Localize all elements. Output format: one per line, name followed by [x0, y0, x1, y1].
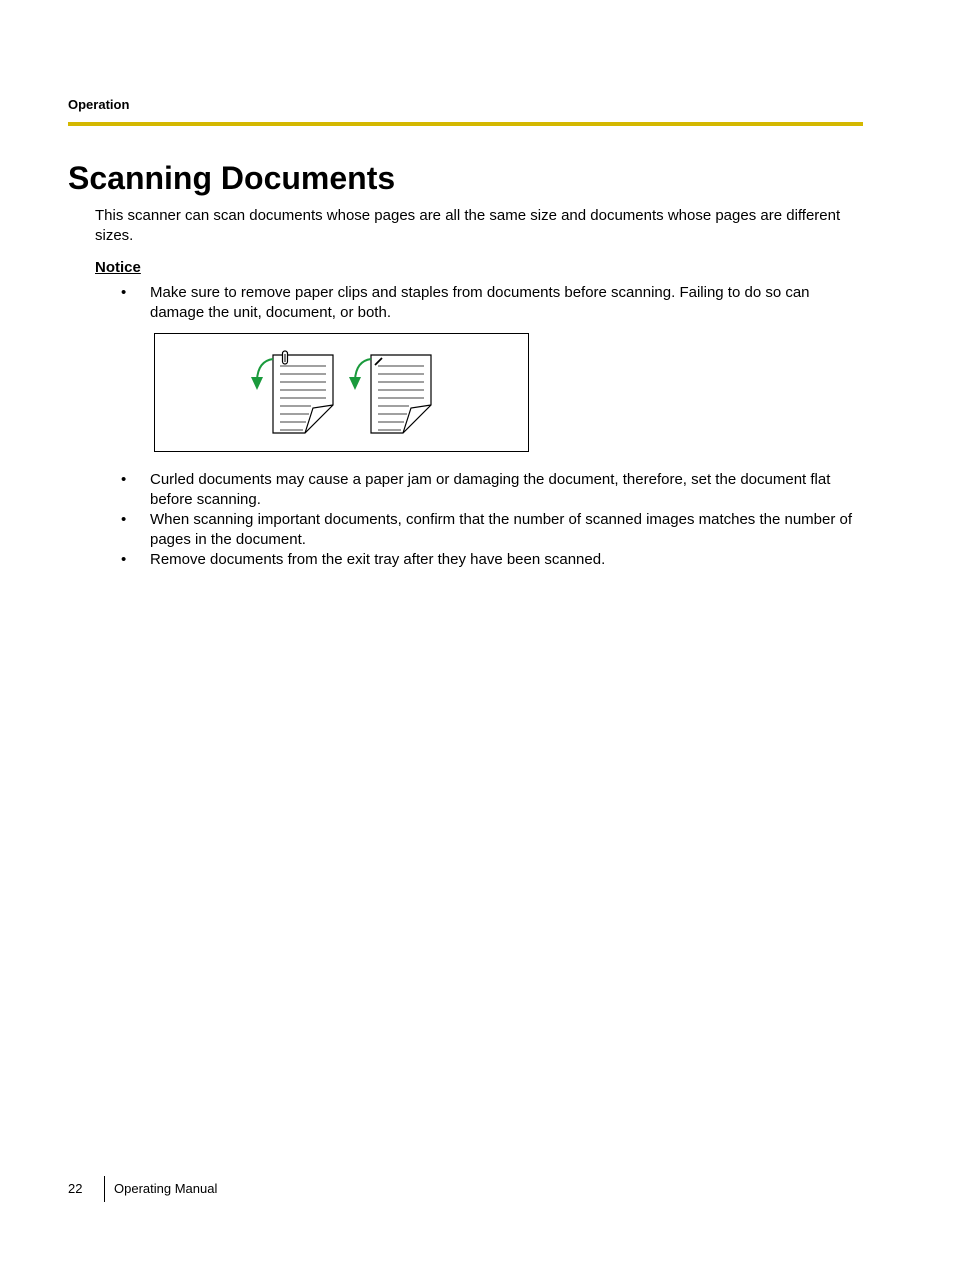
- paper-clip-icon: [283, 351, 288, 364]
- bullet-marker: •: [121, 551, 127, 568]
- footer-divider: [104, 1176, 105, 1202]
- remove-arrow-icon: [349, 359, 371, 390]
- remove-clips-figure: [154, 333, 529, 452]
- notice-heading: Notice: [95, 259, 141, 276]
- page-number: 22: [68, 1181, 83, 1196]
- notice-item-exit-tray: Remove documents from the exit tray after they have been scanned.: [150, 551, 606, 568]
- manual-title: Operating Manual: [114, 1181, 218, 1196]
- header-rule: [68, 122, 863, 126]
- bullet-marker: •: [121, 284, 127, 301]
- bullet-marker: •: [121, 471, 127, 488]
- notice-item-remove-clips: Make sure to remove paper clips and staples from documents before scanning. Failing to do so can damage the unit, document, or both.: [150, 284, 810, 321]
- notice-item-confirm-count: When scanning important documents, confirm that the number of scanned images matches the number of pages in the document.: [150, 511, 853, 548]
- intro-paragraph: This scanner can scan documents whose pages are all the same size and documents whose pages are different sizes.: [95, 207, 841, 244]
- page-title: Scanning Documents: [68, 160, 396, 196]
- bullet-marker: •: [121, 511, 127, 528]
- clipped-document: [273, 355, 333, 433]
- section-label: Operation: [68, 97, 130, 112]
- notice-item-curled-documents: Curled documents may cause a paper jam or damaging the document, therefore, set the document flat before scanning.: [150, 471, 831, 508]
- remove-arrow-icon: [251, 359, 273, 390]
- stapled-document: [371, 355, 431, 433]
